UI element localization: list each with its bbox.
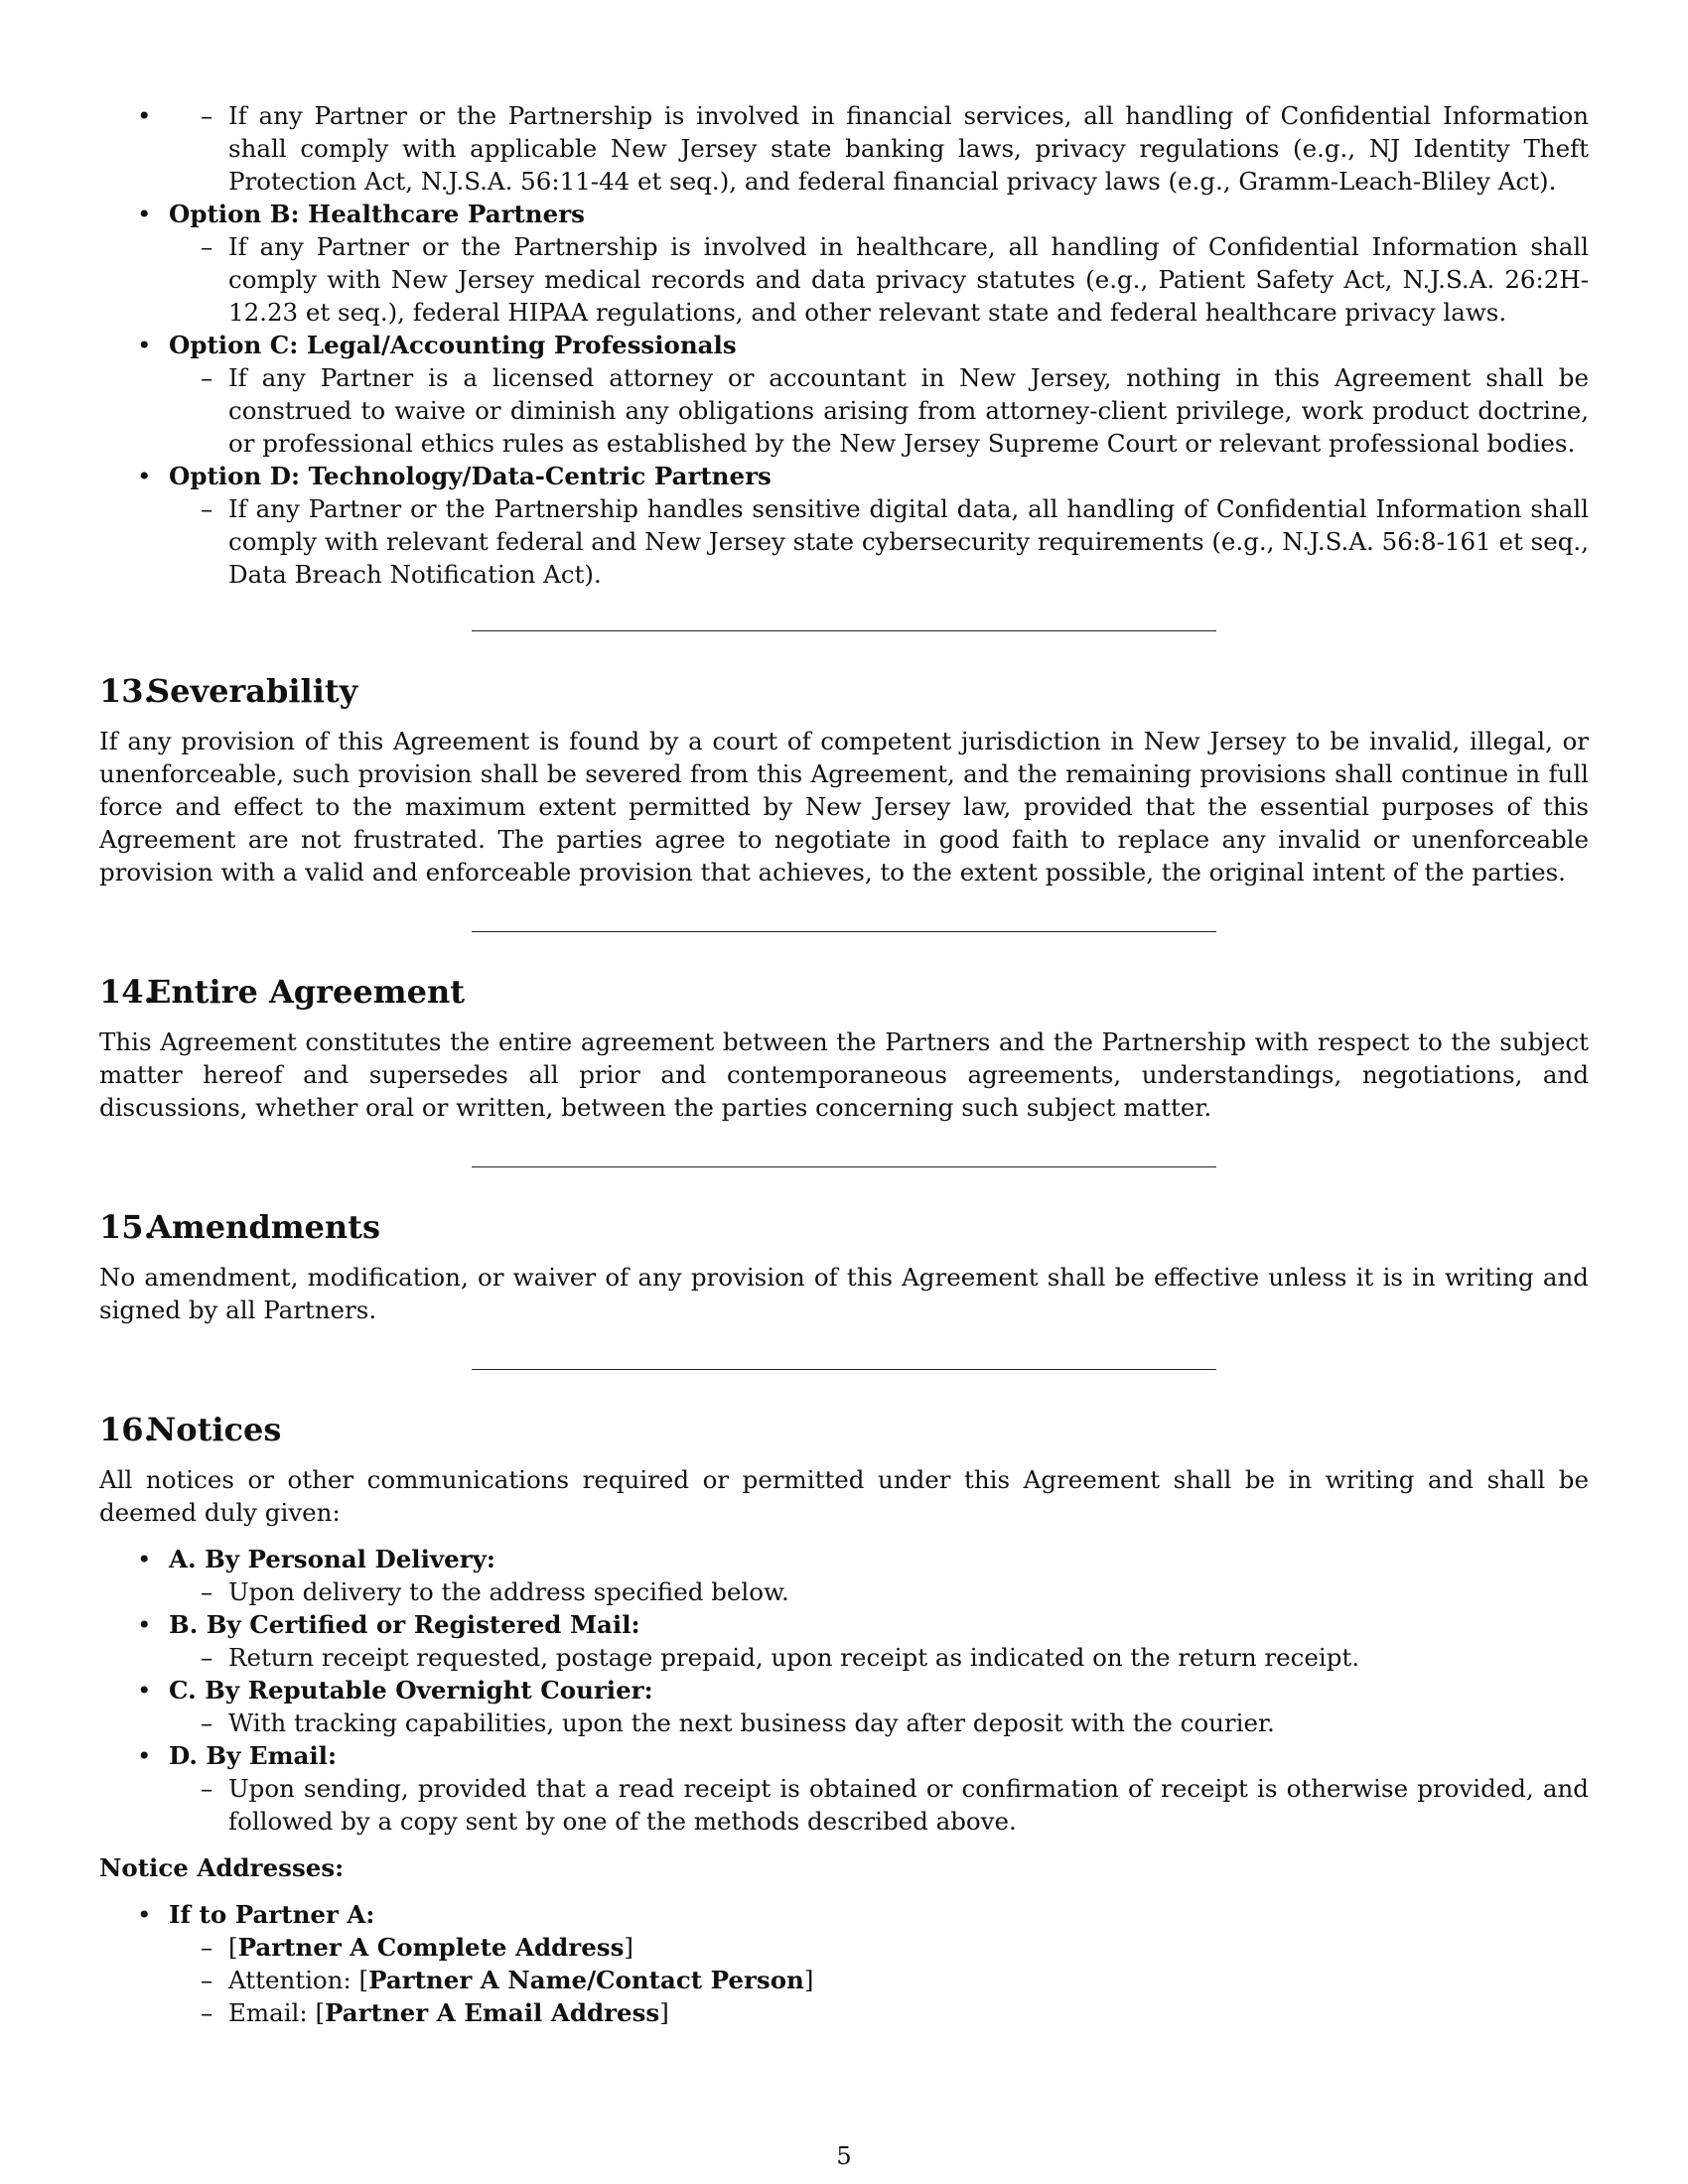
partner-a-attention: – Attention: [Partner A Name/Contact Person]: [169, 1964, 1589, 1996]
section-14-body: This Agreement constitutes the entire agreement between the Partners and the Partnership with respect to the subject matter hereof and supersedes all prior and contemporaneous agreements, understandings, negotiations, and discussions, whether oral or written, between the parties concerning such subject matter.: [99, 1027, 1589, 1122]
options-list: [99, 99, 1589, 591]
notice-method-b: • B. By Certified or Registered Mail: – Return receipt requested, postage prepaid, upon receipt as indicated on the return receipt.: [99, 1608, 1589, 1674]
notice-addresses-list: [99, 1898, 1589, 2029]
section-16-intro: All notices or other communications required or permitted under this Agreement shall be in writing and shall be deemed duly given:: [99, 1465, 1589, 1527]
option-d-text: – If any Partner or the Partnership handles sensitive digital data, all handling of Confidential Information shall comply with relevant federal and New Jersey state cybersecurity requirements (e.g., N.J.S.A. 56:8-161 et seq., Data Breach Notification Act).: [169, 492, 1589, 591]
section-13-heading: 13.Severability: [99, 672, 358, 710]
notice-method-text: – With tracking capabilities, upon the next business day after deposit with the courier.: [169, 1706, 1589, 1739]
notice-method-d: • D. By Email: – Upon sending, provided that a read receipt is obtained or confirmation of receipt is otherwise provided, and followed by a copy sent by one of the methods described above.: [99, 1739, 1589, 1838]
section-divider: [472, 1369, 1216, 1370]
section-divider: [472, 931, 1216, 932]
page-number: 5: [836, 2142, 852, 2170]
option-c-title: Option C: Legal/Accounting Professionals: [169, 331, 737, 359]
notice-method-a: • A. By Personal Delivery: – Upon delivery to the address specified below.: [99, 1543, 1589, 1608]
notice-addresses-heading: Notice Addresses:: [99, 1853, 345, 1882]
partner-a-email: – Email: [Partner A Email Address]: [169, 1996, 1589, 2029]
option-a-text: – • If any Partner or the Partnership is involved in financial services, all handling of Confidential Information shall comply with applicable New Jersey state banking laws, privacy regulations (e.g., NJ Identity Theft Protection Act, N.J.S.A. 56:11-44 et seq.), and federal financial privacy laws (e.g., Gramm-Leach-Bliley Act).: [169, 99, 1589, 198]
option-a-continued: [99, 99, 1589, 198]
notice-method-text: – Upon sending, provided that a read receipt is obtained or confirmation of receipt is otherwise provided, and followed by a copy sent by one of the methods described above.: [169, 1772, 1589, 1838]
notice-methods-list: [99, 1543, 1589, 1838]
option-c-text: – If any Partner is a licensed attorney or accountant in New Jersey, nothing in this Agreement shall be construed to waive or diminish any obligations arising from attorney-client privilege, work product doctrine, or professional ethics rules as established by the New Jersey Supreme Court or relevant professional bodies.: [169, 361, 1589, 460]
section-15-body: No amendment, modification, or waiver of any provision of this Agreement shall be effective unless it is in writing and signed by all Partners.: [99, 1263, 1589, 1324]
notice-method-c: • C. By Reputable Overnight Courier: – With tracking capabilities, upon the next business day after deposit with the courier.: [99, 1674, 1589, 1739]
partner-a-address: – [Partner A Complete Address]: [169, 1931, 1589, 1964]
document-page: [99, 99, 1589, 2029]
option-b-text: – If any Partner or the Partnership is involved in healthcare, all handling of Confidential Information shall comply with New Jersey medical records and data privacy statutes (e.g., Patient Safety Act, N.J.S.A. 26:2H-12.23 et seq.), federal HIPAA regulations, and other relevant state and federal healthcare privacy laws.: [169, 230, 1589, 329]
partner-a-address-block: • If to Partner A: – [Partner A Complete Address] – Attention: [Partner A Name/Contact Person] – Email: [Partner A Email Address]: [99, 1898, 1589, 2029]
section-14-heading: 14.Entire Agreement: [99, 973, 465, 1011]
section-divider: [472, 1166, 1216, 1167]
notice-method-text: – Return receipt requested, postage prepaid, upon receipt as indicated on the return receipt.: [169, 1641, 1589, 1674]
option-b-title: Option B: Healthcare Partners: [169, 200, 585, 228]
section-13-body: If any provision of this Agreement is found by a court of competent jurisdiction in New Jersey to be invalid, illegal, or unenforceable, such provision shall be severed from this Agreement, and the remaining provisions shall continue in full force and effect to the maximum extent permitted by New Jersey law, provided that the essential purposes of this Agreement are not frustrated. The parties agree to negotiate in good faith to replace any invalid or unenforceable provision with a valid and enforceable provision that achieves, to the extent possible, the original intent of the parties.: [99, 727, 1589, 887]
section-16-heading: 16.Notices: [99, 1411, 282, 1448]
notice-method-text: – Upon delivery to the address specified below.: [169, 1575, 1589, 1608]
option-d-item: [99, 460, 1589, 591]
section-15-heading: 15.Amendments: [99, 1208, 380, 1246]
option-b-item: [99, 198, 1589, 329]
option-c-item: [99, 329, 1589, 460]
section-divider: [472, 630, 1216, 631]
option-d-title: Option D: Technology/Data-Centric Partners: [169, 462, 772, 490]
